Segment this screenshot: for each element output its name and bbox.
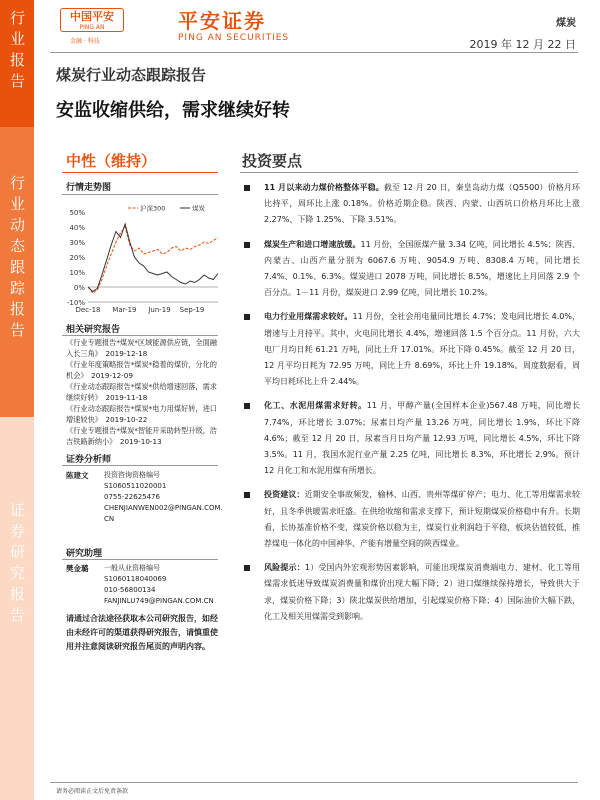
square-bullet-icon [244,492,250,498]
assistant-email[interactable]: FANJINLU749@PINGAN.COM.CN [104,597,214,605]
key-point: 投资建议：近期安全事故频发，榆林、山西、贵州等煤矿停产；电力、化工等用煤需求较好，且冬季供暖需求旺盛。在供给收缩和需求支撑下，预计短期煤炭价格稳中有升。长期看，长协基准价格不变，煤炭价格以稳为主，煤炭行业利润趋于平稳，板块估值较低，推荐煤电一体化的中国神华、产能有增量空间的陕西煤业。 [244,487,580,552]
report-date: 2019 年 12 月 22 日 [469,38,576,51]
square-bullet-icon [244,242,250,248]
chart-section-divider [62,194,218,195]
rating-divider [62,172,218,173]
key-point: 电力行业用煤需求较好。11 月份，全社会用电量同比增长 4.7%；发电同比增长 4.0%，增速与上月持平。其中，火电同比增长 4.4%，增速回落 1.5 个百分点。11 月份，六大电厂月均日耗 61.21 万吨，同比上升 17.01%。环比下降 0.45%。截至 12 月 20 日，12 月平均日耗为 72.95 万吨，同比上升 8.69%，环比上升 19.18%。周度数据看，周平均日耗环比上升 2.44%。 [244,309,580,390]
square-bullet-icon [244,314,250,320]
assistant-section-title: 研究助理 [66,549,103,559]
related-report-item[interactable]: 《行业专题报告*煤炭*智能开采助转型升级，浩吉铁路新纳小》 2019-10-13 [66,426,217,446]
y-tick-label: 50% [69,209,85,217]
footer-divider [50,782,578,783]
footer-note: 请务必阅读正文后免责条款 [56,788,129,795]
key-point: 11 月以来动力煤价格整体平稳。截至 12 月 20 日，秦皇岛动力煤（Q5500）价格月环比持平，周环比上涨 0.18%。价格近期企稳。陕西、内蒙、山西坑口价格月环比上涨 2.27%、下降 1.25%、下降 3.51%。 [244,180,580,229]
chart-section-title: 行情走势图 [66,183,112,193]
market-trend-chart [62,202,222,322]
logo-tagline: 金融 · 科技 [70,38,100,45]
report-type: 煤炭行业动态跟踪报告 [56,66,207,84]
analyst-section-title: 证券分析师 [66,455,112,465]
key-points-divider [240,172,578,173]
side-banner-securities-research: 证券研究报告 [0,417,34,800]
assistant-section-divider [62,559,218,560]
y-tick-label: 40% [69,224,85,232]
analyst-card [66,470,226,530]
y-tick-label: 0% [73,284,85,292]
square-bullet-icon [244,565,250,571]
x-tick-label: Dec-18 [75,306,101,314]
assistant-info: 一般从业资格编号 S1060118040069 010-56800134 FANJINLU749@PINGAN.COM.CN [104,563,224,607]
legend-label: 煤炭 [192,204,205,213]
related-section-divider [62,335,218,336]
key-point: 化工、水泥用煤需求好转。11 月，甲醇产量(全国样本企业)567.48 万吨，同比增长 7.74%，环比增长 3.07%；尿素日均产量 13.26 万吨，同比增长 1.9%，环比下降 4.6%；截至 12 月 20 日，尿素当月日均产量 12.93 万吨，同比增长 4.5%，环比下降 3.5%。11 月，我国水泥行业产量 2.25 亿吨，同比增长 8.3%，环比增长 2.9%。预计 12 月化工和水泥用煤有所增长。 [244,398,580,479]
related-section-title: 相关研究报告 [66,325,121,335]
legend-label: 沪深300 [140,204,166,213]
analyst-section-divider [62,465,218,466]
analyst-email[interactable]: CHENJIANWEN002@PINGAN.COM.CN [104,504,223,523]
analyst-info: 投资咨询资格编号 S1060511020001 0755-22625476 CHENJIANWEN002@PINGAN.COM.CN [104,471,223,523]
side-banner-industry-report: 行业报告 [0,0,34,127]
side-banner-dynamic-report: 行业动态跟踪报告 [0,127,34,417]
x-tick-label: Jun-19 [148,306,171,314]
y-tick-label: 20% [69,254,85,262]
key-point: 煤炭生产和进口增速放缓。11 月份，全国原煤产量 3.34 亿吨，同比增长 4.5%；陕西、内蒙古、山西产量分别为 6067.6 万吨、9054.9 万吨、8308.4 万吨，同比增长 7.4%、0.1%、6.3%。煤炭进口 2078 万吨，同比增长 8.5%，增速比上月回落 2.9 个百分点。1－11 月份，煤炭进口 2.99 亿吨，同比增长 10.2%。 [244,237,580,302]
key-points-title: 投资要点 [242,152,303,170]
related-report-item[interactable]: 《行业动态跟踪报告*煤炭*供给增速回落，需求继续好转》 2019-11-18 [66,382,217,402]
ping-an-securities-logo: 平安证券 PING AN SECURITIES [178,9,290,43]
y-tick-label: 10% [69,269,85,277]
square-bullet-icon [244,403,250,409]
key-point: 风险提示：1）受国内外宏观形势因素影响，可能出现煤炭消费端电力、建材、化工等用煤需求低迷导致煤炭消费量和煤价出现大幅下降；2）进口煤继续保持增长，导致供大于求，煤炭价格下降；3）陕北煤炭供给增加，引起煤炭价格下降；4）国际油价大幅下跌，化工及相关用煤需受到影响。 [244,560,580,625]
key-points-list [244,180,580,633]
analyst-name: 陈建文 [66,471,89,480]
related-reports-list [66,337,222,447]
square-bullet-icon [244,185,250,191]
x-tick-label: Sep-19 [179,306,205,314]
series-line-1 [88,224,218,292]
y-tick-label: 30% [69,239,85,247]
header-divider [50,52,578,53]
assistant-name: 樊金璐 [66,564,89,573]
rating: 中性（维持） [66,152,157,170]
related-report-item[interactable]: 《行业年度策略报告*煤炭*稳着的煤价，分化的机会》 2019-12-09 [66,360,217,380]
ping-an-group-logo: 中国平安 PING AN [60,8,124,32]
disclaimer-text: 请通过合法途径获取本公司研究报告，如经由未经许可的渠道获得研究报告，请慎重使用并注意阅读研究报告尾页的声明内容。 [66,614,218,651]
y-tick-label: -10% [66,299,85,307]
industry-label: 煤炭 [556,18,576,29]
related-report-item[interactable]: 《行业动态跟踪报告*煤炭*电力用煤好转，进口增速较快》 2019-10-22 [66,404,217,424]
x-tick-label: Mar-19 [112,306,137,314]
report-title: 安监收缩供给，需求继续好转 [56,100,290,121]
assistant-card [66,563,226,611]
series-line-0 [88,227,218,293]
related-report-item[interactable]: 《行业专题报告*煤炭*区域能源供应链，全面融入长三角》 2019-12-18 [66,338,217,358]
